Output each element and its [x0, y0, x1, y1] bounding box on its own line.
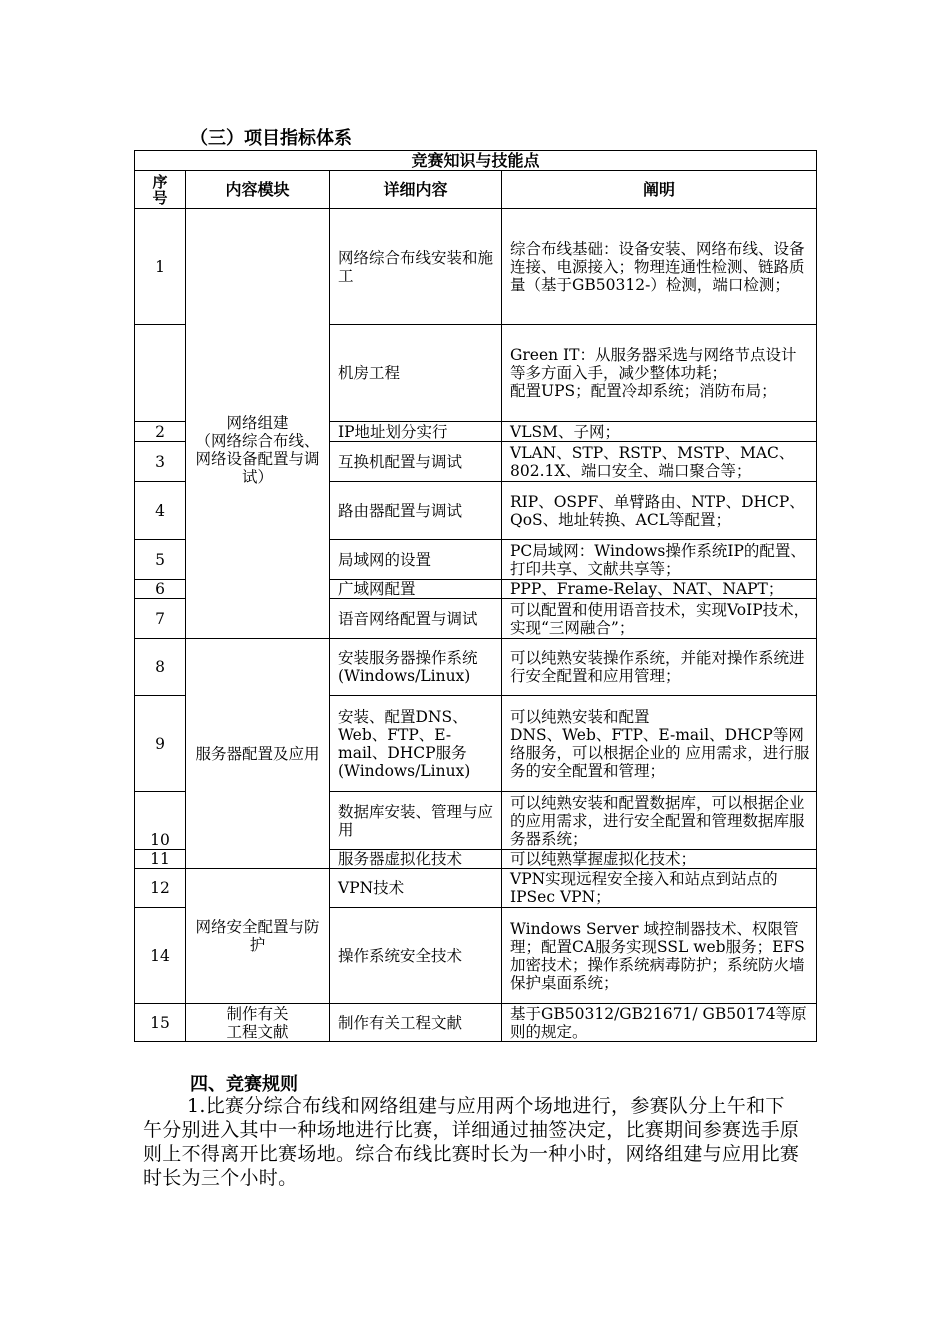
row-item: 局域网的设置 [330, 540, 502, 580]
module-label: 制作有关 工程文献 [226, 1004, 289, 1041]
row-no: 14 [135, 908, 186, 1004]
row-no: 11 [135, 850, 186, 869]
row-no: 12 [135, 869, 186, 908]
row-desc: PPP、Frame-Relay、NAT、NAPT； [502, 580, 817, 599]
row-no: 2 [135, 422, 186, 442]
row-desc: VLAN、STP、RSTP、MSTP、MAC、802.1X、端口安全、端口聚合等； [502, 442, 817, 482]
section-title: （三）项目指标体系 [190, 128, 352, 149]
row-no: 1 [135, 209, 186, 325]
row-desc: VPN实现远程安全接入和站点到站点的IPSec VPN； [502, 869, 817, 908]
row-no: 10 [135, 792, 186, 850]
row-desc: PC局域网：Windows操作系统IP的配置、打印共享、文献共享等； [502, 540, 817, 580]
header-desc: 阐明 [502, 171, 817, 209]
row-item: 网络综合布线安装和施工 [330, 209, 502, 325]
module-network-build [186, 209, 330, 639]
row-desc: 可以纯熟安装和配置数据库，可以根据企业的应用需求，进行安全配置和管理数据库服务器系统； [502, 792, 817, 850]
module-server: 服务器配置及应用 [186, 639, 330, 869]
table-row [135, 869, 817, 908]
row-desc: RIP、OSPF、单臂路由、NTP、DHCP、QoS、地址转换、ACL等配置； [502, 482, 817, 540]
module-docs [186, 1004, 330, 1042]
row-item: 安装、配置DNS、Web、FTP、E-mail、DHCP服务(Windows/Linux) [330, 696, 502, 792]
row-desc: 可以纯熟安装操作系统，并能对操作系统进行安全配置和应用管理； [502, 639, 817, 696]
table-caption: 竞赛知识与技能点 [135, 151, 817, 171]
row-no: 4 [135, 482, 186, 540]
row-item: 互换机配置与调试 [330, 442, 502, 482]
rules-paragraph: 1.比赛分综合布线和网络组建与应用两个场地进行，参赛队分上午和下午分别进入其中一种场地进行比赛，详细通过抽签决定，比赛期间参赛选手原则上不得离开比赛场地。综合布线比赛时长为一种小时，网络组建与应用比赛时长为三个小时。 [143, 1095, 800, 1189]
header-no-label: 序号 [152, 172, 168, 207]
row-item: 服务器虚拟化技术 [330, 850, 502, 869]
header-item: 详细内容 [330, 171, 502, 209]
row-desc: VLSM、子网； [502, 422, 817, 442]
row-desc: Windows Server 域控制器技术、权限管理；配置CA服务实现SSL web服务；EFS加密技术；操作系统病毒防护；系统防火墙保护桌面系统； [502, 908, 817, 1004]
table-row [135, 1004, 817, 1042]
row-item: 操作系统安全技术 [330, 908, 502, 1004]
header-module: 内容模块 [186, 171, 330, 209]
table-row [135, 209, 817, 325]
row-desc: 可以纯熟掌握虚拟化技术； [502, 850, 817, 869]
row-item: 路由器配置与调试 [330, 482, 502, 540]
row-item: 制作有关工程文献 [330, 1004, 502, 1042]
row-item: 机房工程 [330, 325, 502, 422]
row-no: 8 [135, 639, 186, 696]
row-desc: 可以纯熟安装和配置 DNS、Web、FTP、E-mail、DHCP等网络服务，可以根据企业的 应用需求，进行服务的安全配置和管理； [502, 696, 817, 792]
row-item: 语音网络配置与调试 [330, 599, 502, 639]
row-item: 数据库安装、管理与应用 [330, 792, 502, 850]
row-item: 安装服务器操作系统(Windows/Linux) [330, 639, 502, 696]
row-item: IP地址划分实行 [330, 422, 502, 442]
row-no: 6 [135, 580, 186, 599]
row-no [135, 325, 186, 422]
module-security: 网络安全配置与防护 [186, 869, 330, 1004]
row-desc: 可以配置和使用语音技术，实现VoIP技术，实现“三网融合”； [502, 599, 817, 639]
module-label: 网络组建 （网络综合布线、网络设备配置与调试） [195, 413, 320, 486]
header-no [135, 171, 186, 209]
row-no: 15 [135, 1004, 186, 1042]
row-item: 广域网配置 [330, 580, 502, 599]
row-no: 9 [135, 696, 186, 792]
row-no: 7 [135, 599, 186, 639]
row-desc: 综合布线基础：设备安装、网络布线、设备连接、电源接入；物理连通性检测、链路质量（基于GB50312-）检测，端口检测； [502, 209, 817, 325]
row-desc: Green IT：从服务器采选与网络节点设计等多方面入手，减少整体功耗； 配置UPS；配置冷却系统；消防布局； [502, 325, 817, 422]
row-item: VPN技术 [330, 869, 502, 908]
rules-title: 四、竞赛规则 [190, 1074, 298, 1095]
row-no: 3 [135, 442, 186, 482]
row-desc: 基于GB50312/GB21671/ GB50174等原则的规定。 [502, 1004, 817, 1042]
table-row [135, 639, 817, 696]
skills-table [134, 150, 817, 1042]
row-no: 5 [135, 540, 186, 580]
